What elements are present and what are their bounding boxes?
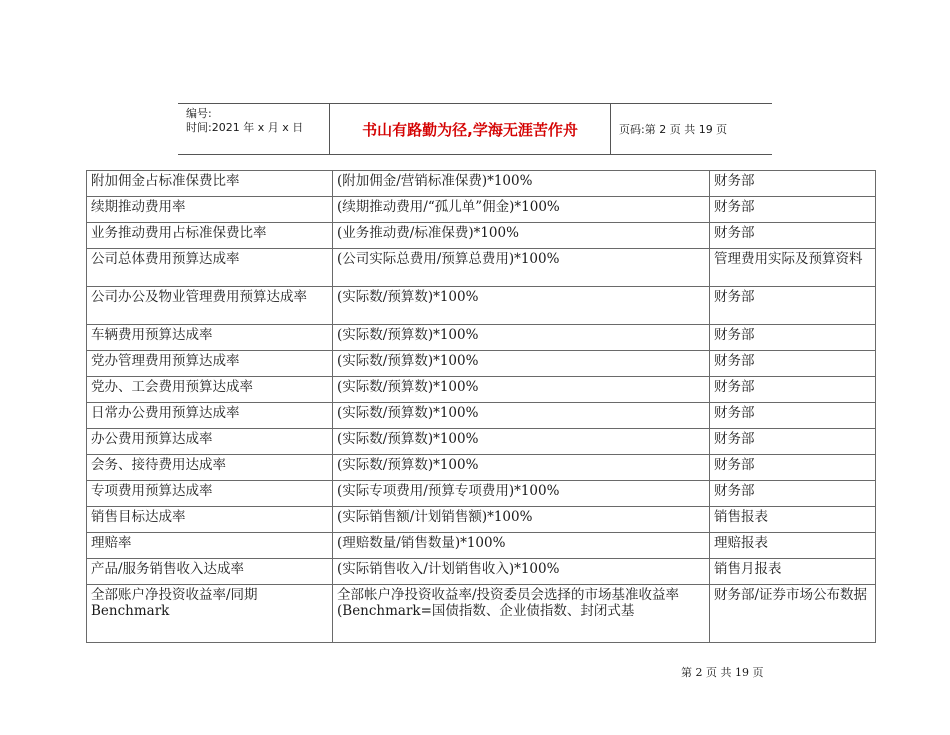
indicator-cell: 公司办公及物业管理费用预算达成率: [87, 287, 333, 325]
indicator-cell: 车辆费用预算达成率: [87, 325, 333, 351]
indicator-cell: 附加佣金占标准保费比率: [87, 171, 333, 197]
source-cell: 财务部: [710, 403, 876, 429]
table-row: [87, 249, 876, 287]
source-cell: 财务部: [710, 223, 876, 249]
formula-cell: (实际销售额/计划销售额)*100%: [333, 507, 710, 533]
table-row: [87, 585, 876, 643]
indicator-cell: 会务、接待费用达成率: [87, 455, 333, 481]
page-footer: 第 2 页 共 19 页: [681, 666, 764, 679]
table-row: [87, 507, 876, 533]
formula-cell: (实际数/预算数)*100%: [333, 403, 710, 429]
header-motto: 书山有路勤为径,学海无涯苦作舟: [362, 120, 578, 139]
table-row: [87, 351, 876, 377]
table-row: [87, 287, 876, 325]
source-cell: 财务部: [710, 481, 876, 507]
formula-cell: (实际数/预算数)*100%: [333, 351, 710, 377]
formula-cell: (实际数/预算数)*100%: [333, 429, 710, 455]
header-page-label: 页码:第 2 页 共 19 页: [619, 123, 728, 136]
source-cell: 销售月报表: [710, 559, 876, 585]
indicator-cell: 产品/服务销售收入达成率: [87, 559, 333, 585]
indicator-cell: 公司总体费用预算达成率: [87, 249, 333, 287]
indicator-cell: 党办管理费用预算达成率: [87, 351, 333, 377]
table-row: [87, 559, 876, 585]
source-cell: 财务部: [710, 197, 876, 223]
formula-cell: (公司实际总费用/预算总费用)*100%: [333, 249, 710, 287]
indicator-cell: 专项费用预算达成率: [87, 481, 333, 507]
indicator-table: [86, 170, 876, 643]
formula-cell: (理赔数量/销售数量)*100%: [333, 533, 710, 559]
source-cell: 财务部: [710, 377, 876, 403]
source-cell: 财务部/证券市场公布数据: [710, 585, 876, 643]
indicator-cell: 理赔率: [87, 533, 333, 559]
formula-cell: (实际数/预算数)*100%: [333, 325, 710, 351]
indicator-cell: 销售目标达成率: [87, 507, 333, 533]
source-cell: 理赔报表: [710, 533, 876, 559]
indicator-cell: 党办、工会费用预算达成率: [87, 377, 333, 403]
formula-cell: (实际专项费用/预算专项费用)*100%: [333, 481, 710, 507]
formula-cell: (实际数/预算数)*100%: [333, 455, 710, 481]
formula-cell: (附加佣金/营销标准保费)*100%: [333, 171, 710, 197]
header-meta: [186, 107, 303, 135]
table-row: [87, 481, 876, 507]
table-row: [87, 171, 876, 197]
table-row: [87, 455, 876, 481]
source-cell: 财务部: [710, 171, 876, 197]
source-cell: 财务部: [710, 455, 876, 481]
indicator-cell: 办公费用预算达成率: [87, 429, 333, 455]
formula-cell: (续期推动费用/“孤儿单”佣金)*100%: [333, 197, 710, 223]
source-cell: 财务部: [710, 351, 876, 377]
document-number-label: 编号:: [186, 107, 212, 120]
table-row: [87, 533, 876, 559]
formula-cell: (业务推动费/标准保费)*100%: [333, 223, 710, 249]
table-row: [87, 325, 876, 351]
document-time-label: 时间:2021 年 x 月 x 日: [186, 121, 304, 134]
source-cell: 管理费用实际及预算资料: [710, 249, 876, 287]
formula-cell: (实际数/预算数)*100%: [333, 377, 710, 403]
table-row: [87, 403, 876, 429]
source-cell: 销售报表: [710, 507, 876, 533]
indicator-cell: 全部账户净投资收益率/同期Benchmark: [87, 585, 333, 643]
formula-cell: 全部帐户净投资收益率/投资委员会选择的市场基准收益率 (Benchmark=国债指数、企业债指数、封闭式基: [333, 585, 710, 643]
indicator-cell: 日常办公费用预算达成率: [87, 403, 333, 429]
formula-cell: (实际数/预算数)*100%: [333, 287, 710, 325]
table-row: [87, 223, 876, 249]
indicator-cell: 业务推动费用占标准保费比率: [87, 223, 333, 249]
page-header: [178, 103, 772, 155]
source-cell: 财务部: [710, 429, 876, 455]
source-cell: 财务部: [710, 287, 876, 325]
table-row: [87, 429, 876, 455]
table-row: [87, 377, 876, 403]
table-row: [87, 197, 876, 223]
indicator-cell: 续期推动费用率: [87, 197, 333, 223]
formula-cell: (实际销售收入/计划销售收入)*100%: [333, 559, 710, 585]
source-cell: 财务部: [710, 325, 876, 351]
